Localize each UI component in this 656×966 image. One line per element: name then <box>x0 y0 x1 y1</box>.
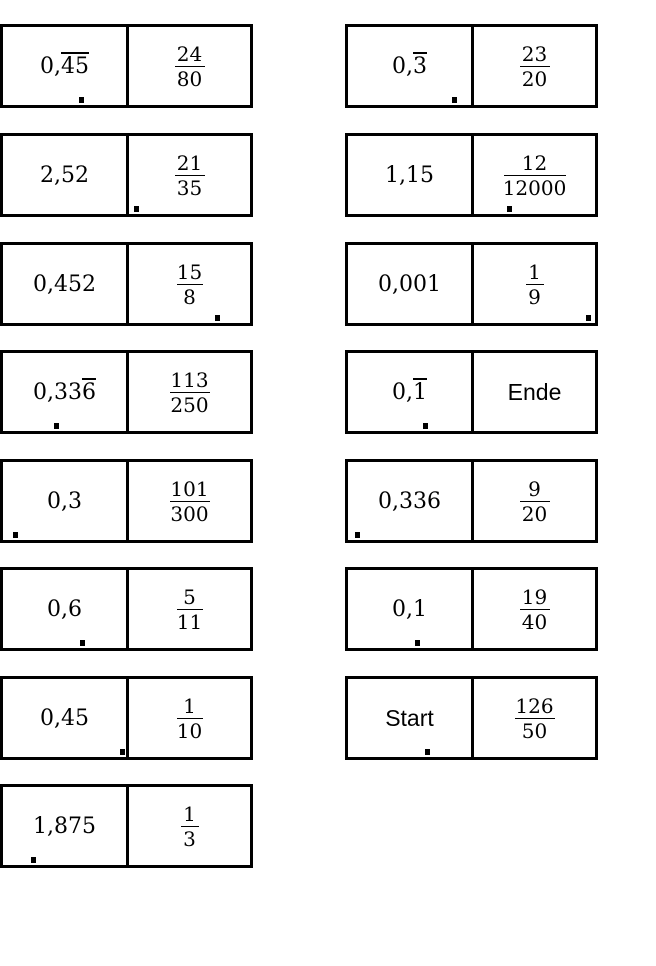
card-decimal-cell <box>3 245 129 323</box>
domino-card <box>0 784 253 868</box>
card-fraction-cell <box>474 462 595 540</box>
decimal-value: 0,3 <box>47 488 82 514</box>
fraction <box>129 679 250 757</box>
repeating-digits: 6 <box>81 379 96 405</box>
denominator: 12000 <box>502 175 567 200</box>
denominator: 80 <box>176 66 203 91</box>
numerator: 21 <box>176 150 203 175</box>
card-decimal-cell <box>3 353 129 431</box>
card-fraction-cell <box>129 570 250 648</box>
numerator: 101 <box>170 476 209 501</box>
numerator: 9 <box>528 476 541 501</box>
domino-card <box>345 459 598 543</box>
marker-dot <box>415 640 420 646</box>
marker-dot <box>80 640 85 646</box>
repeating-digits: 1 <box>413 379 427 405</box>
decimal-value: 0,33 6 <box>33 379 96 405</box>
fraction <box>129 787 250 865</box>
marker-dot <box>215 315 220 321</box>
card-decimal-cell <box>348 462 474 540</box>
marker-dot <box>134 206 139 212</box>
denominator: 35 <box>176 175 203 200</box>
domino-card <box>0 567 253 651</box>
decimal-value: 0,6 <box>47 596 82 622</box>
domino-card <box>0 350 253 434</box>
numerator: 1 <box>183 693 196 718</box>
start-label: Start <box>385 704 434 731</box>
card-decimal-cell <box>348 570 474 648</box>
card-word-cell <box>474 353 595 431</box>
decimal-value: 0,336 <box>378 488 441 514</box>
numerator: 1 <box>528 259 541 284</box>
numerator: 15 <box>176 259 203 284</box>
card-word-cell <box>348 679 474 757</box>
card-fraction-cell <box>474 245 595 323</box>
decimal-value: 0, 3 <box>392 53 427 79</box>
fraction <box>129 136 250 214</box>
fraction <box>474 462 595 540</box>
card-decimal-cell <box>348 353 474 431</box>
numerator: 126 <box>515 693 554 718</box>
domino-card <box>345 567 598 651</box>
card-decimal-cell <box>348 27 474 105</box>
denominator: 10 <box>176 718 203 743</box>
decimal-value: 0, 1 <box>392 379 427 405</box>
marker-dot <box>452 97 457 103</box>
marker-dot <box>54 423 59 429</box>
domino-card <box>0 242 253 326</box>
card-fraction-cell <box>474 27 595 105</box>
repeating-digits: 45 <box>61 53 89 79</box>
card-fraction-cell <box>129 353 250 431</box>
fraction <box>474 27 595 105</box>
card-decimal-cell <box>3 462 129 540</box>
decimal-value: 2,52 <box>40 162 89 188</box>
card-decimal-cell <box>3 136 129 214</box>
card-decimal-cell <box>3 570 129 648</box>
decimal-value: 0,45 <box>40 705 89 731</box>
card-decimal-cell <box>348 136 474 214</box>
domino-card <box>345 242 598 326</box>
denominator: 40 <box>521 609 548 634</box>
denominator: 20 <box>521 501 548 526</box>
domino-card <box>0 24 253 108</box>
card-fraction-cell <box>129 27 250 105</box>
numerator: 113 <box>170 367 209 392</box>
card-fraction-cell <box>129 679 250 757</box>
card-decimal-cell <box>3 787 129 865</box>
fraction <box>129 245 250 323</box>
domino-card <box>0 133 253 217</box>
fraction <box>474 679 595 757</box>
denominator: 3 <box>183 826 196 851</box>
decimal-value: 0, 45 <box>40 53 89 79</box>
domino-card <box>345 676 598 760</box>
numerator: 1 <box>183 801 196 826</box>
card-fraction-cell <box>129 462 250 540</box>
denominator: 50 <box>521 718 548 743</box>
domino-card <box>345 350 598 434</box>
marker-dot <box>586 315 591 321</box>
denominator: 8 <box>183 284 196 309</box>
marker-dot <box>79 97 84 103</box>
denominator: 9 <box>528 284 541 309</box>
card-fraction-cell <box>474 679 595 757</box>
numerator: 23 <box>521 41 548 66</box>
fraction <box>474 136 595 214</box>
domino-card <box>345 133 598 217</box>
denominator: 11 <box>176 609 203 634</box>
domino-card <box>345 24 598 108</box>
card-fraction-cell <box>474 136 595 214</box>
denominator: 20 <box>521 66 548 91</box>
marker-dot <box>355 532 360 538</box>
denominator: 250 <box>170 392 209 417</box>
marker-dot <box>423 423 428 429</box>
card-fraction-cell <box>129 787 250 865</box>
decimal-value: 1,875 <box>33 813 96 839</box>
numerator: 24 <box>176 41 203 66</box>
end-label: Ende <box>507 378 562 405</box>
fraction <box>129 27 250 105</box>
fraction <box>129 462 250 540</box>
card-fraction-cell <box>474 570 595 648</box>
repeating-digits: 3 <box>413 53 427 79</box>
card-decimal-cell <box>348 245 474 323</box>
decimal-value: 0,001 <box>378 271 441 297</box>
fraction <box>474 245 595 323</box>
marker-dot <box>31 857 36 863</box>
card-decimal-cell <box>3 27 129 105</box>
numerator: 19 <box>521 584 548 609</box>
card-fraction-cell <box>129 245 250 323</box>
numerator: 12 <box>521 150 548 175</box>
domino-card <box>0 676 253 760</box>
card-decimal-cell <box>3 679 129 757</box>
decimal-value: 1,15 <box>385 162 434 188</box>
marker-dot <box>13 532 18 538</box>
fraction <box>474 570 595 648</box>
domino-card <box>0 459 253 543</box>
marker-dot <box>425 749 430 755</box>
marker-dot <box>507 206 512 212</box>
marker-dot <box>120 749 125 755</box>
decimal-value: 0,452 <box>33 271 96 297</box>
denominator: 300 <box>170 501 209 526</box>
card-fraction-cell <box>129 136 250 214</box>
fraction <box>129 570 250 648</box>
decimal-value: 0,1 <box>392 596 427 622</box>
fraction <box>129 353 250 431</box>
numerator: 5 <box>183 584 196 609</box>
